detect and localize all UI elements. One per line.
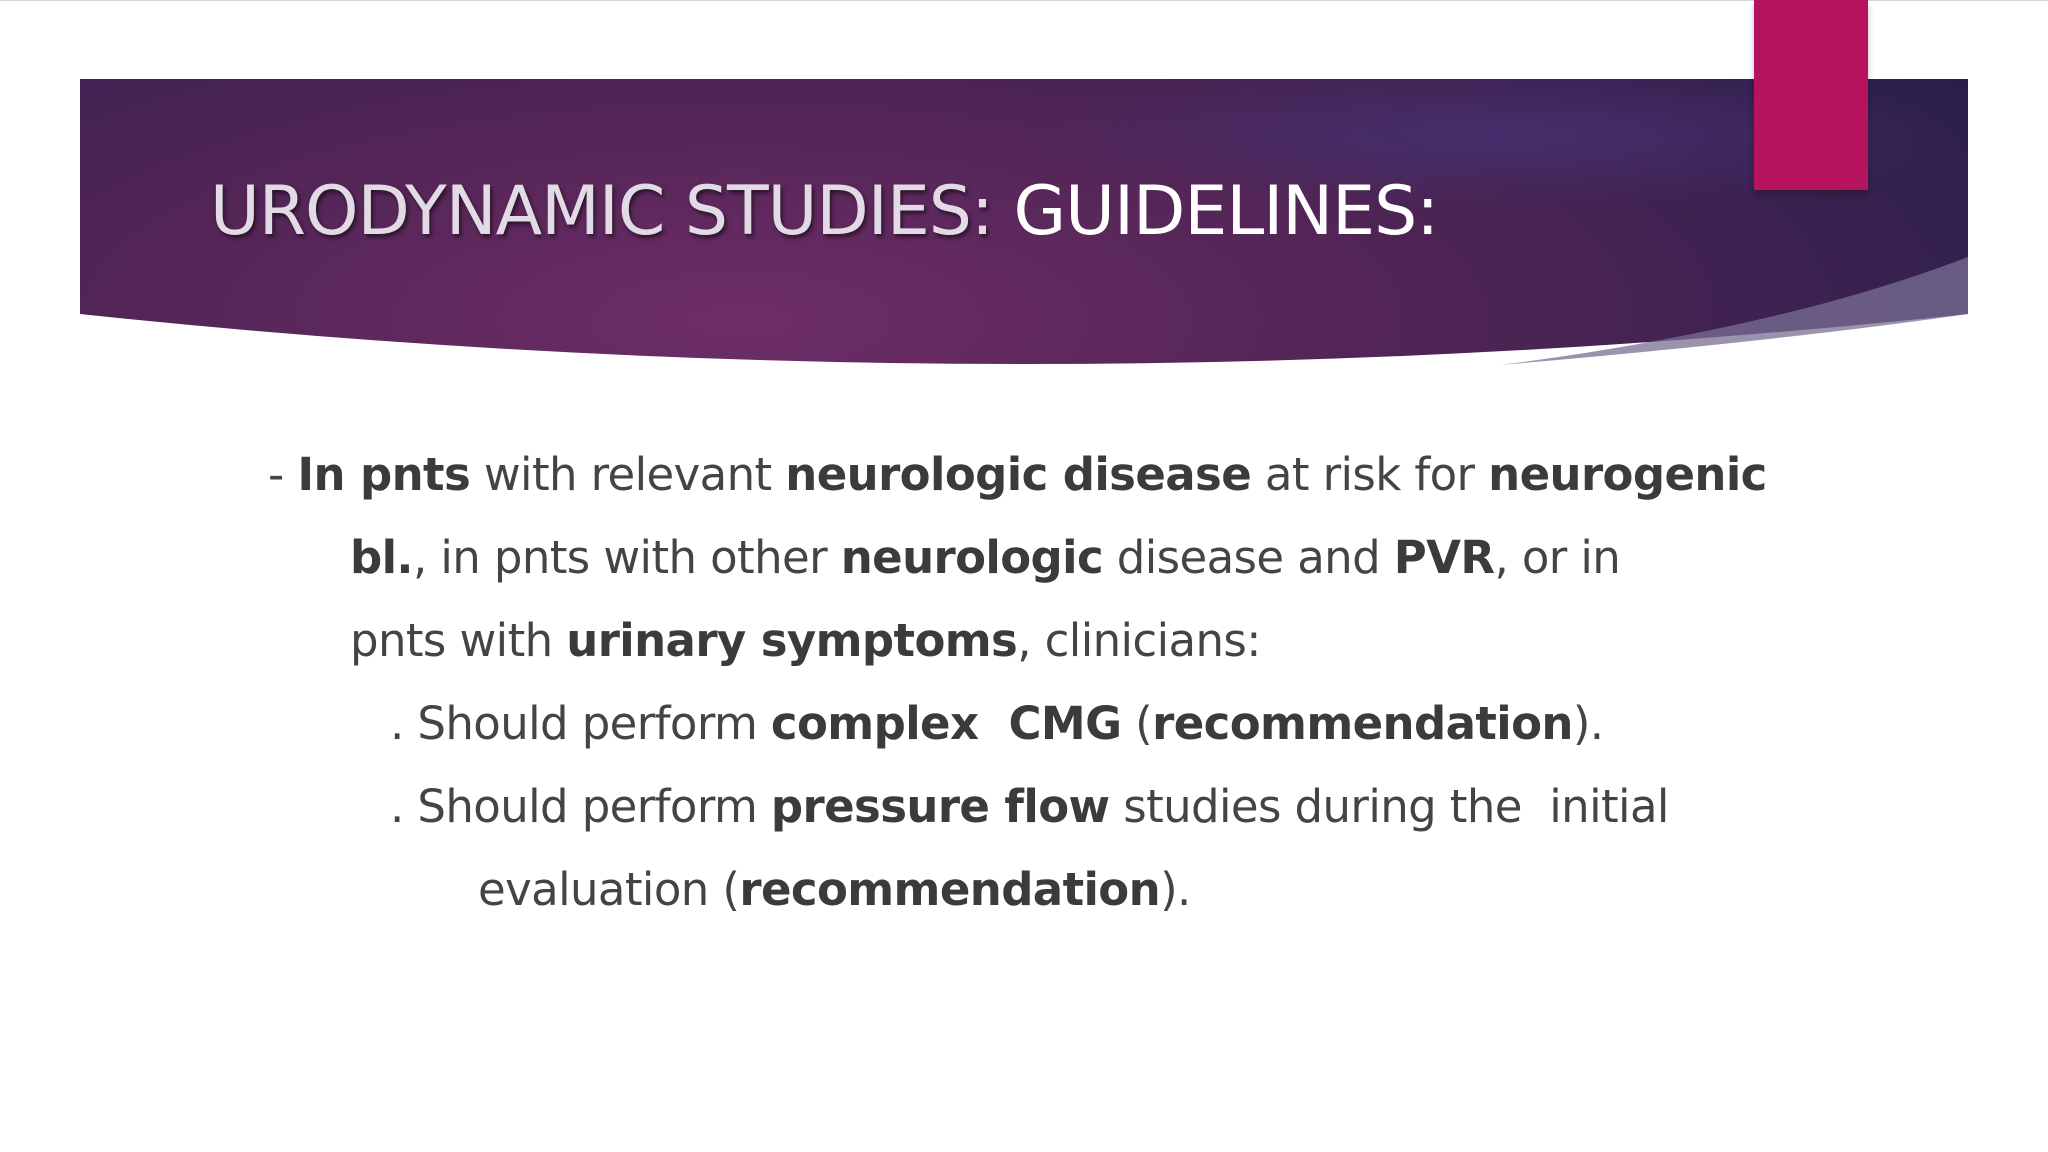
body-line-2: bl., in pnts with other neurologic disease and PVR, or in bbox=[350, 531, 1621, 584]
slide-title-part-2: GUIDELINES: bbox=[992, 172, 1439, 251]
body-line-1: - In pnts with relevant neurologic disease at risk for neurogenic bbox=[268, 448, 1767, 501]
body-line-6: evaluation (recommendation). bbox=[478, 863, 1191, 916]
body-line-4: . Should perform complex CMG (recommendation). bbox=[390, 697, 1604, 750]
body-line-5: . Should perform pressure flow studies during the initial bbox=[390, 780, 1669, 833]
body-line-3: pnts with urinary symptoms, clinicians: bbox=[350, 614, 1261, 667]
top-border-line bbox=[0, 0, 2048, 1]
slide-title bbox=[210, 172, 1439, 251]
accent-tab bbox=[1754, 0, 1868, 190]
slide-title-part-1: URODYNAMIC STUDIES: bbox=[210, 172, 993, 251]
